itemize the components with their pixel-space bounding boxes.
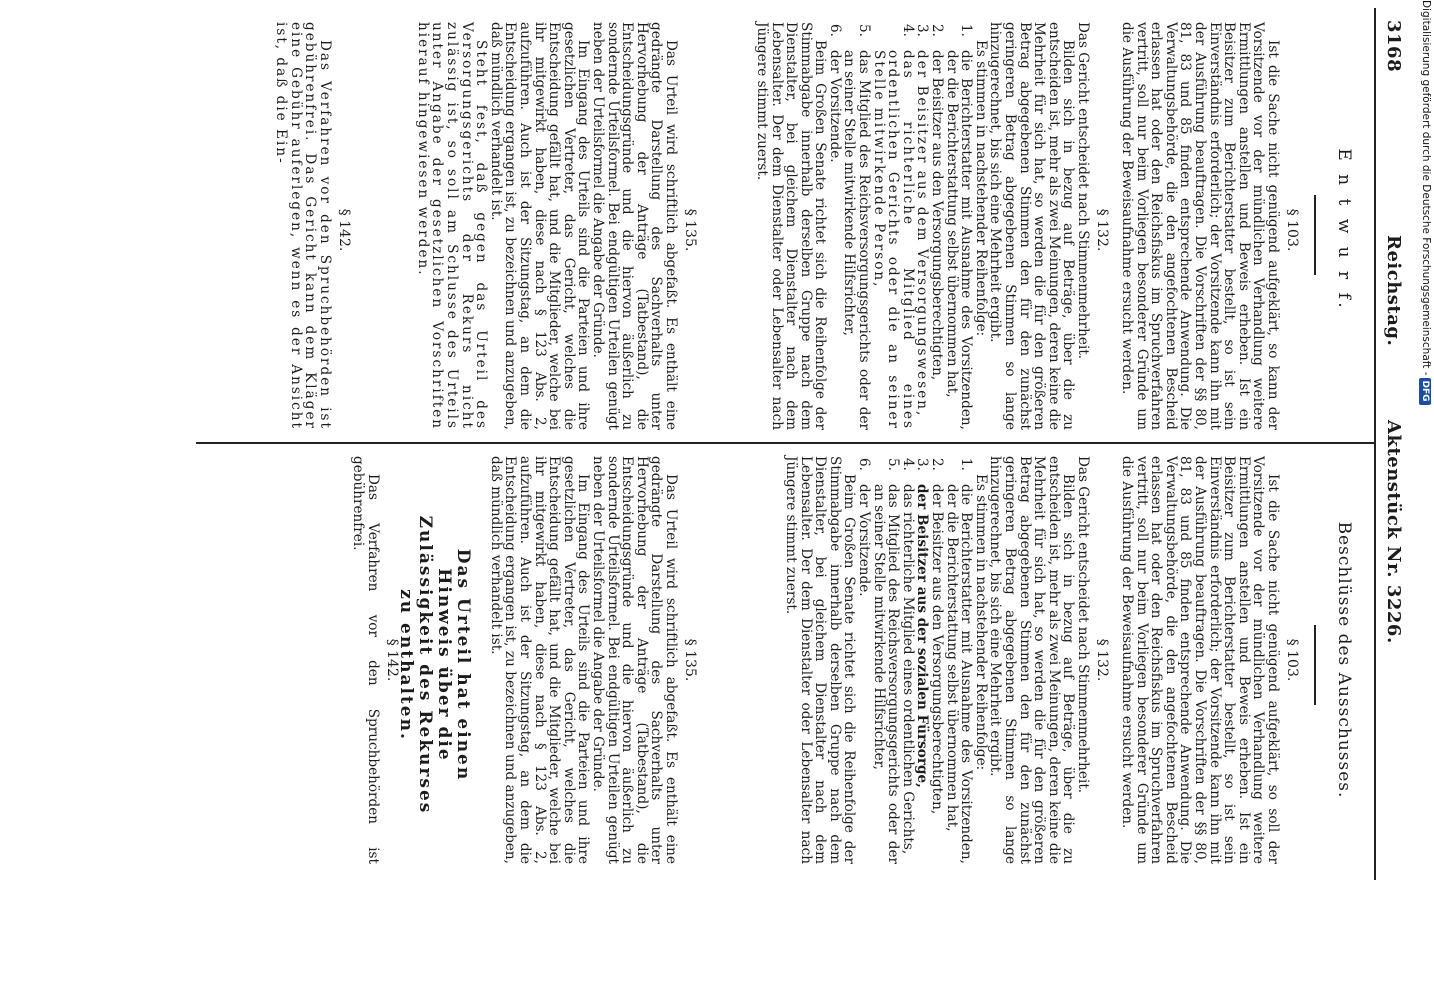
right-s103-title: § 103. [1284,638,1300,682]
header-rule [1374,8,1376,880]
list-item-number: 3. [914,458,931,471]
list-item-text: der Beisitzer aus den Versorgungsberechtigten, [929,484,946,815]
list-item-text: das Mitglied des Reichsversorgungsgerichts oder der an seiner Stelle mitwirkende Hilfsrichter, [841,50,873,430]
list-item [871,456,900,864]
right-s132-lead: Das Gericht entscheidet nach Stimmenmehrheit. [1075,456,1091,794]
left-s132-text [754,22,1090,430]
list-item [900,456,915,864]
right-s132-senate: Beim Großen Senate richtet sich die Reihenfolge der Stimmabgabe innerhalb derselben Gruppe nach dem Dienstalter, bei gleichem Dienstalter nach dem Lebensalter. Der dem Dienstalter oder Lebensalter nach Jüngere stimmt zuerst. [783,456,858,864]
list-item-number: 2. [929,24,946,37]
list-item [915,456,930,864]
list-item-text: die Berichterstatter mit Ausnahme des Vorsitzenden, der die Berichterstattung selbst übernommen hat, [943,50,975,430]
list-item-number: 3. [914,24,931,37]
list-item [944,456,973,864]
left-s135-paragraph-2: Im Eingang des Urteils sind die Parteien und ihre gesetzlichen Vertreter, das Gericht, welches die Entscheidung gefällt hat, und die Mitglieder, welche bei ihr mitgewirkt haben, diese nach § 123 Abs. 2, aufzuführen. Auch ist der Sitzungstag, an dem die Entscheidung ergangen ist, zu bezeichnen und anzugeben, daß mündlich verhandelt ist. [487,22,592,430]
list-item-text: der Vorsitzende. [826,50,843,163]
left-s132-order-list [827,22,973,430]
left-s103-title: § 103. [1284,208,1300,252]
list-item-text: das richterliche Mitglied eines ordentlichen Gerichts oder die an seiner Stelle mitwirkende Person, [870,50,916,430]
right-s132-order-intro: Es stimmen in nachstehender Reihenfolge: [972,474,989,771]
list-item [871,22,915,430]
list-item-text: der Vorsitzende. [856,484,873,597]
right-s103-paragraph: Ist die Sache nicht genügend aufgeklärt, so soll der Vorsitzende vor der mündlichen Verhandlung weitere Ermittlungen anstellen und Beweis erheben. Ist ein Beisitzer zum Berichterstatter bestellt, so ist sein Einverständnis erforderlich; der Vorsitzende kann ihn mit der Ausführung beauftragen. Die Vorschriften der §§ 80, 81, 83 und 85 finden entsprechende Anwendung. Die Verwaltungsbehörde, die den angefochtenen Bescheid erlassen hat oder den Reichsfiskus im Spruchverfahren vertritt, soll nur beim Vorliegen besonderer Gründe um die Ausführung der Beweisaufnahme ersucht werden. [1119,456,1281,864]
right-s132-paragraph: Bilden sich in bezug auf Beträge, über die zu entscheiden ist, mehr als zwei Meinungen, deren keine die Mehrheit für sich hat, so werden die für den größeren Betrag abgegebenen Stimmen den für den zunächst geringeren Betrag abgegebenen Stimmen so lange hinzugerechnet, bis sich eine Mehrheit ergibt. [987,456,1077,864]
left-s103-paragraph: Ist die Sache nicht genügend aufgeklärt, so kann der Vorsitzende vor der mündlichen Verhandlung weitere Ermittlungen anstellen und Beweis erheben. Ist ein Beisitzer zum Berichterstatter bestellt, so ist sein Einverständnis erforderlich; der Vorsitzende kann ihn mit der Ausführung beauftragen. Die Vorschriften der §§ 80, 81, 83 und 85 finden entsprechende Anwendung. Die Verwaltungsbehörde, die den angefochtenen Bescheid erlassen hat oder den Reichsfiskus im Spruchverfahren vertritt, soll nur beim Vorliegen besonderer Gründe um die Ausführung der Beweisaufnahme ersucht werden. [1119,22,1281,430]
list-item-text: der Beisitzer aus den Versorgungsberechtigten, [929,50,946,381]
digitization-credit [1418,0,1434,1000]
page-title: Reichstag. [1383,235,1404,347]
right-s135-note: Das Urteil hat einen Hinweis über die Zulässigkeit des Rekurses zu enthalten. [396,515,473,815]
list-item [929,456,944,864]
left-s142-title: § 142. [336,208,352,252]
right-s142-paragraph: Das Verfahren vor den Spruchbehörden ist gebührenfrei. [350,456,381,864]
list-item [944,22,973,430]
list-item-number: 6. [856,458,873,471]
list-item-number: 4. [899,458,916,471]
left-column-heading: E n t w u r f. [1334,148,1354,312]
left-s132-order-intro: Es stimmen in nachstehender Reihenfolge: [972,40,989,337]
list-item-text: der Beisitzer aus der sozialen Fürsorge, [914,484,931,788]
list-item [827,22,842,430]
right-s103-text [1119,456,1280,864]
left-s132-senate: Beim Großen Senate richtet sich die Reihenfolge der Stimmabgabe innerhalb derselben Gruppe nach dem Dienstalter, bei gleichem Dienstalter nach dem Lebensalter. Der dem Dienstalter oder Lebensalter nach Jüngere stimmt zuerst. [753,22,829,430]
left-s135-paragraph-3: Steht fest, daß gegen das Urteil des Versorgungsgerichts der Rekurs nicht zulässig ist, so soll am Schlusse des Urteils unter Angabe der gesetzlichen Vorschriften hierauf hingewiesen werden. [414,22,490,430]
list-item [915,22,930,430]
list-item-text: die Berichterstatter mit Ausnahme des Vorsitzenden, der die Berichterstattung selbst übernommen hat, [943,484,975,864]
left-s132-lead: Das Gericht entscheidet nach Stimmenmehrheit. [1075,22,1091,360]
right-s132-order-list [857,456,974,864]
list-item-text: der Beisitzer aus dem Versorgungswesen, [914,50,931,418]
right-s135-text [488,456,678,864]
right-s132-title: § 132. [1094,638,1110,682]
dfg-logo-badge: DFG [1419,378,1431,405]
column-divider [196,442,1376,444]
left-s132-paragraph: Bilden sich in bezug auf Beträge, über die zu entscheiden ist, mehr als zwei Meinungen, deren keine die Mehrheit für sich hat, so werden die für den größeren Betrag abgegebenen Stimmen den für den zunächst geringeren Betrag abgegebenen Stimmen so lange hinzugerechnet, bis sich eine Mehrheit ergibt. [987,22,1077,430]
list-item-number: 6. [826,24,843,37]
left-s142-text [274,22,332,430]
right-s142-text [351,456,380,864]
right-s135-paragraph-1: Das Urteil wird schriftlich abgefaßt. Es enthält eine gedrängte Darstellung des Sachverhalts unter Hervorhebung der Anträge (Tatbestand), die Entscheidungsgründe und die hiervon äußerlich zu sondernde Urteilsformel. Bei endgültigen Urteilen genügt neben der Urteilsformel die Angabe der Gründe. [590,456,679,864]
list-item-number: 2. [929,458,946,471]
right-s132-text [784,456,1090,864]
digitization-credit-line [1418,0,1434,600]
list-item [929,22,944,430]
list-item [857,456,872,864]
left-s132-title: § 132. [1094,208,1110,252]
left-heading-rule [1315,195,1317,275]
left-s135-paragraph-1: Das Urteil wird schriftlich abgefaßt. Es enthält eine gedrängte Darstellung des Sachverhalts unter Hervorhebung der Anträge (Tatbestand), die Entscheidungsgründe und die hiervon äußerlich zu sondernde Urteilsformel. Bei endgültigen Urteilen genügt neben der Urteilsformel die Angabe der Gründe. [590,22,679,430]
left-s142-paragraph: Das Verfahren vor den Spruchbehörden ist gebührenfrei. Das Gericht kann dem Kläger eine Gebühr auferlegen, wenn es der Ansicht ist, daß die Ein- [273,22,333,430]
list-item-number: 1. [958,458,975,471]
digitization-credit-text: Digitalisierung gefördert durch die Deutsche Forschungsgemeinschaft - [1420,0,1432,376]
list-item-number: 1. [958,24,975,37]
list-item-text: das richterliche Mitglied eines ordentlichen Gerichts, [899,484,916,855]
left-s135-text [415,22,678,430]
left-s103-text [1119,22,1280,430]
document-reference: Aktenstück Nr. 3226. [1383,420,1404,644]
right-column-heading: Beschlüsse des Ausschusses. [1334,521,1354,799]
list-item-number: 5. [856,24,873,37]
right-heading-rule [1315,625,1317,705]
left-s135-title: § 135. [682,208,698,252]
right-s142-title: § 142. [384,638,400,682]
right-s135-paragraph-2: Im Eingang des Urteils sind die Parteien und ihre gesetzlichen Vertreter, das Gericht, welches die Entscheidung gefällt hat, und die Mitglieder, welche bei ihr mitgewirkt haben, diese nach § 123 Abs. 2, aufzuführen. Auch ist der Sitzungstag, an dem die Entscheidung ergangen ist, zu bezeichnen und anzugeben, daß mündlich verhandelt ist. [487,456,592,864]
page-number: 3168 [1383,20,1404,73]
list-item [842,22,871,430]
list-item-number: 4. [899,24,916,37]
list-item-text: das Mitglied des Reichsversorgungsgerichts oder der an seiner Stelle mitwirkende Hilfsrichter, [870,484,902,864]
list-item-number: 5. [885,458,902,471]
right-s135-title: § 135. [682,638,698,682]
right-s135-note-box [396,500,472,830]
